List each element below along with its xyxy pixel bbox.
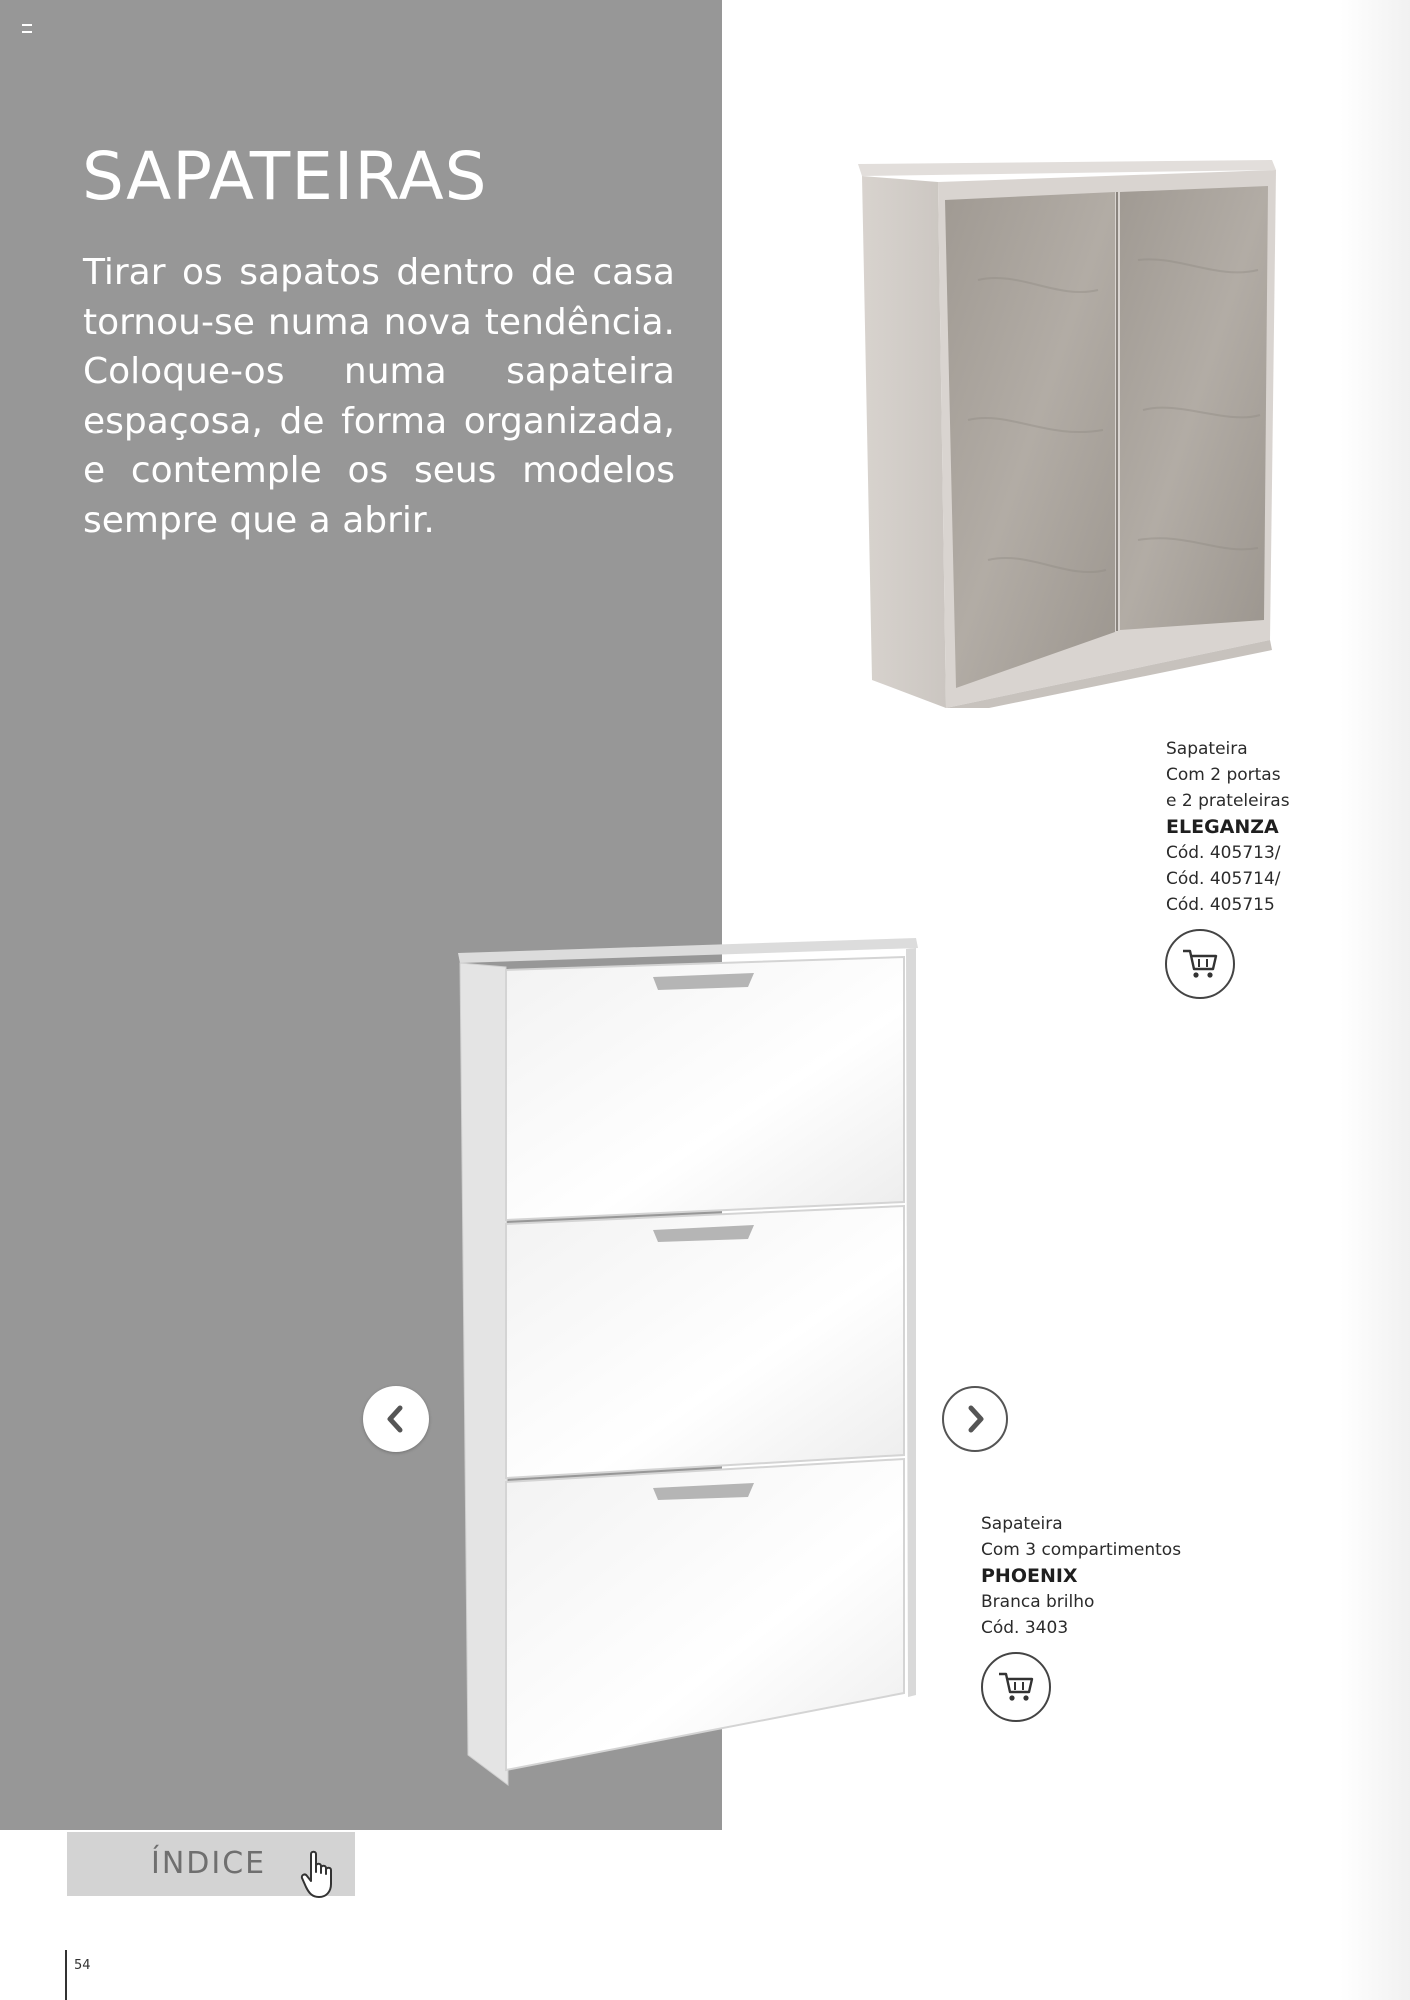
phoenix-cart-button[interactable] [981,1652,1051,1722]
pointing-hand-icon [299,1850,341,1900]
phoenix-caption [981,1511,1181,1641]
product-code: Cód. 405715 [1166,895,1275,915]
eleganza-cabinet-image [858,160,1278,708]
index-label: ÍNDICE [151,1846,267,1881]
eleganza-caption [1166,736,1290,918]
phoenix-shoe-rack-image [458,935,918,1790]
product-description: e 2 prateleiras [1166,791,1290,811]
intro-text: Tirar os sapatos dentro de casa tornou-se numa nova tendência. Coloque-os numa sapateira espaçosa, de forma organizada, e contemple os seus modelos sempre que a abrir. [83,252,675,541]
product-finish: Branca brilho [981,1592,1095,1612]
next-button[interactable] [942,1386,1008,1452]
product-code: Cód. 405713/ [1166,843,1281,863]
product-description: Com 2 portas [1166,765,1281,785]
product-type: Sapateira [981,1514,1063,1534]
product-description: Com 3 compartimentos [981,1540,1182,1560]
product-type: Sapateira [1166,739,1248,759]
shopping-cart-icon [1181,947,1219,981]
chevron-left-icon [383,1404,409,1434]
page-title: SAPATEIRAS [82,138,488,215]
product-code: Cód. 3403 [981,1618,1069,1638]
page-number: 54 [74,1958,91,1973]
eleganza-cart-button[interactable] [1165,929,1235,999]
previous-button[interactable] [363,1386,429,1452]
product-code: Cód. 405714/ [1166,869,1281,889]
index-button[interactable] [67,1832,355,1896]
product-name: PHOENIX [981,1565,1078,1587]
shopping-cart-icon [997,1670,1035,1704]
product-name: ELEGANZA [1166,816,1279,838]
page-number-bar [65,1950,67,2000]
page-edge-shadow [1340,0,1410,2000]
menu-mark-icon[interactable] [22,24,32,33]
chevron-right-icon [962,1404,988,1434]
